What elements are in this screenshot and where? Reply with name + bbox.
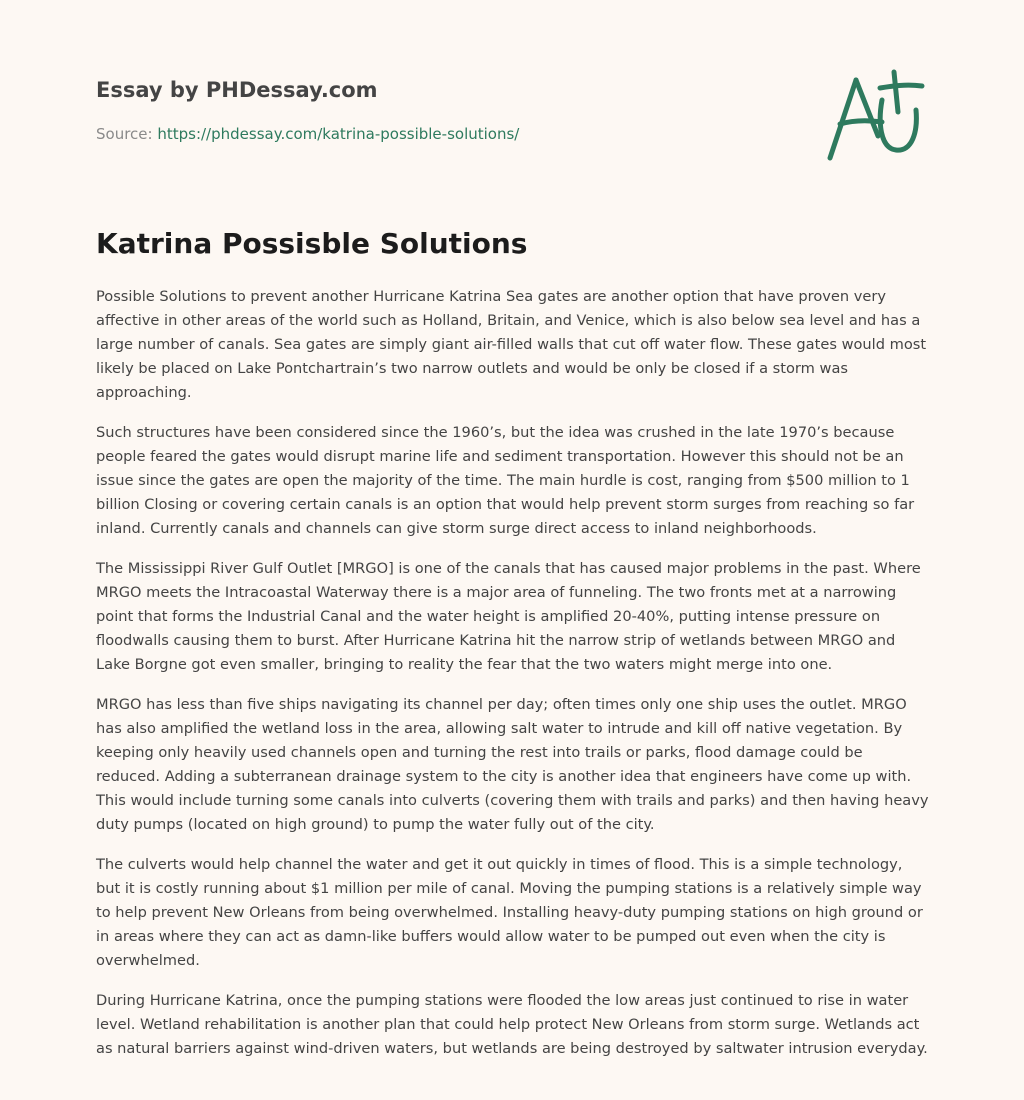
essay-body bbox=[96, 285, 931, 1077]
source-label: Source: bbox=[96, 125, 158, 143]
page-header bbox=[96, 76, 756, 144]
a-plus-grade-icon bbox=[822, 66, 926, 166]
essay-title: Katrina Possisble Solutions bbox=[96, 227, 528, 260]
source-link[interactable]: https://phdessay.com/katrina-possible-solutions/ bbox=[157, 125, 520, 143]
site-brand: Essay by PHDessay.com bbox=[96, 78, 378, 102]
essay-paragraph: The Mississippi River Gulf Outlet [MRGO] is one of the canals that has caused major problems in the past. Where MRGO meets the Intracoastal Waterway there is a major area of funneling. The two fronts met at a narrowing point that forms the Industrial Canal and the water height is amplified 20-40%, putting intense pressure on floodwalls causing them to burst. After Hurricane Katrina hit the narrow strip of wetlands between MRGO and Lake Borgne got even smaller, bringing to reality the fear that the two waters might merge into one. bbox=[96, 560, 921, 673]
essay-paragraph: During Hurricane Katrina, once the pumping stations were flooded the low areas just continued to rise in water level. Wetland rehabilitation is another plan that could help protect New Orleans from storm surge. Wetlands act as natural barriers against wind-driven waters, but wetlands are being destroyed by saltwater intrusion everyday. bbox=[96, 992, 928, 1057]
essay-paragraph: MRGO has less than five ships navigating its channel per day; often times only one ship uses the outlet. MRGO has also amplified the wetland loss in the area, allowing salt water to intrude and kill off native vegetation. By keeping only heavily used channels open and turning the rest into trails or parks, flood damage could be reduced. Adding a subterranean drainage system to the city is another idea that engineers have come up with. This would include turning some canals into culverts (covering them with trails and parks) and then having heavy duty pumps (located on high ground) to pump the water fully out of the city. bbox=[96, 696, 929, 833]
essay-paragraph: Such structures have been considered since the 1960’s, but the idea was crushed in the late 1970’s because people feared the gates would disrupt marine life and sediment transportation. However this should not be an issue since the gates are open the majority of the time. The main hurdle is cost, ranging from $500 million to 1 billion Closing or covering certain canals is an option that would help prevent storm surges from reaching so far inland. Currently canals and channels can give storm surge direct access to inland neighborhoods. bbox=[96, 424, 915, 537]
essay-paragraph: Possible Solutions to prevent another Hurricane Katrina Sea gates are another option that have proven very affective in other areas of the world such as Holland, Britain, and Venice, which is also below sea level and has a large number of canals. Sea gates are simply giant air-filled walls that cut off water flow. These gates would most likely be placed on Lake Pontchartrain’s two narrow outlets and would be only be closed if a storm was approaching. bbox=[96, 288, 927, 401]
essay-paragraph: The culverts would help channel the water and get it out quickly in times of flood. This is a simple technology, but it is costly running about $1 million per mile of canal. Moving the pumping stations is a relatively simple way to help prevent New Orleans from being overwhelmed. Installing heavy-duty pumping stations on high ground or in areas where they can act as damn-like buffers would allow water to be pumped out even when the city is overwhelmed. bbox=[96, 856, 923, 969]
source-line bbox=[96, 124, 756, 144]
